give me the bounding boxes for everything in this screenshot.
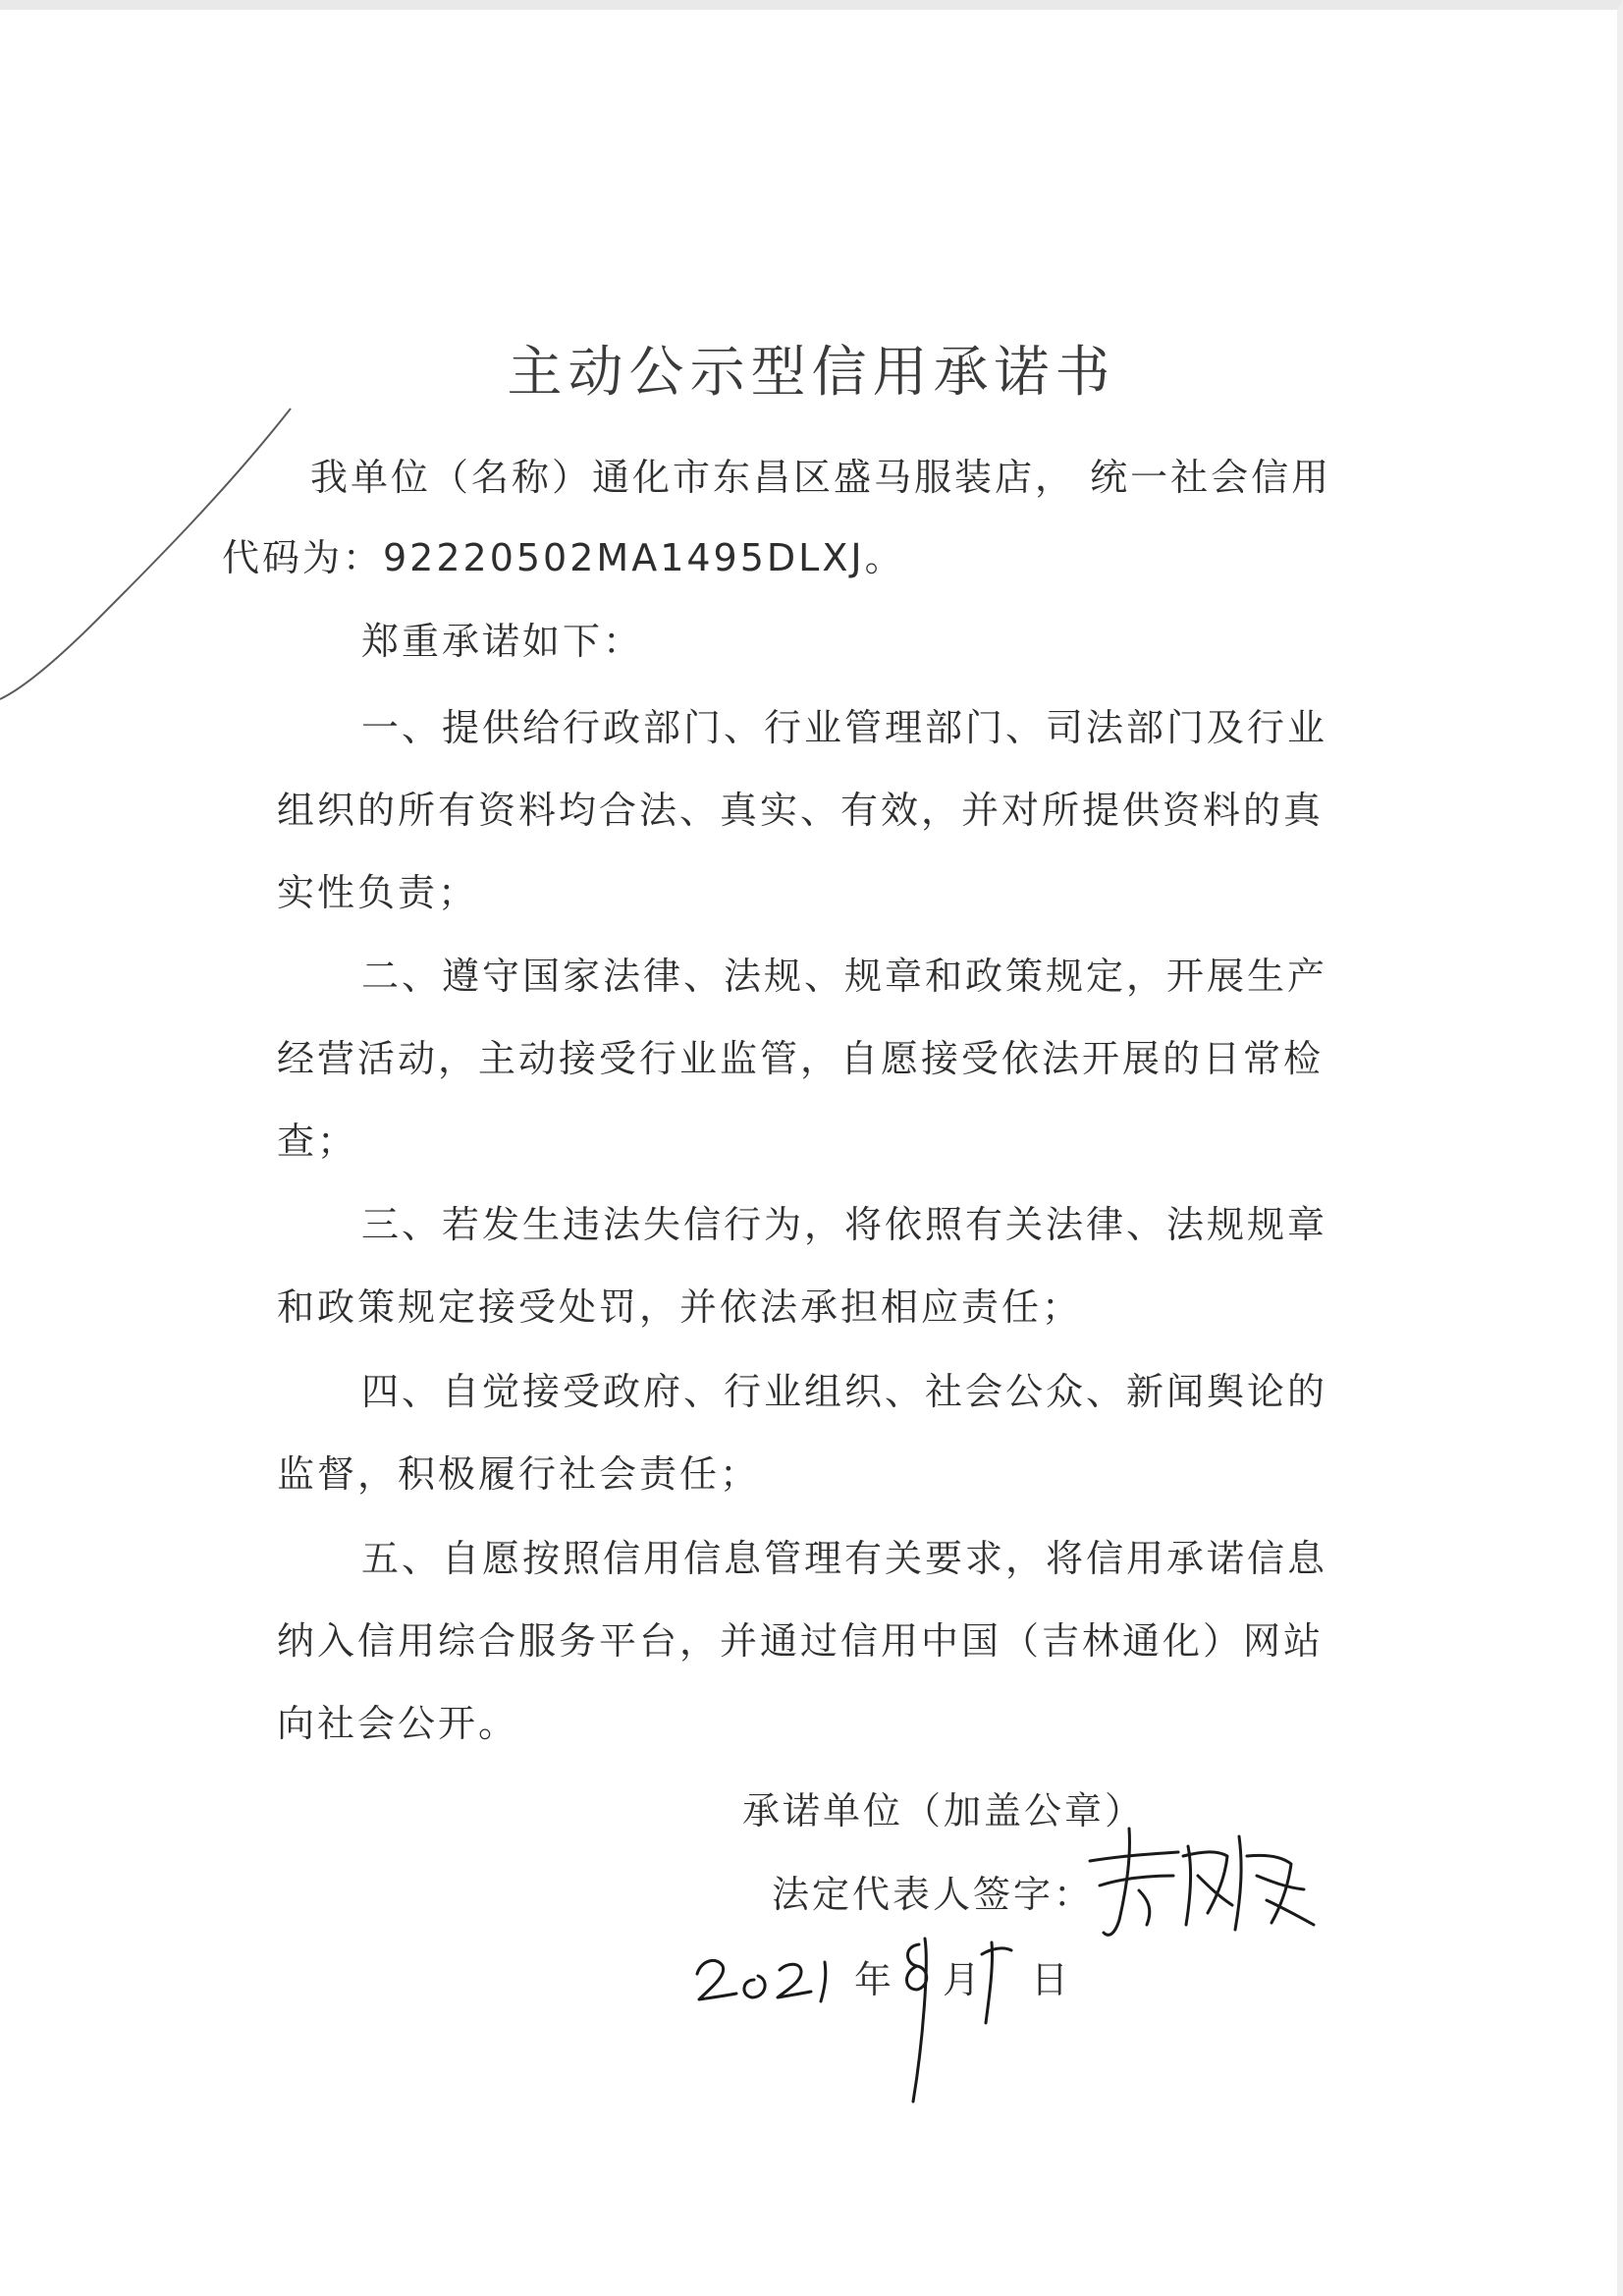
item-1-line-1: 一、提供给行政部门、行业管理部门、司法部门及行业 (361, 706, 1328, 749)
item-4-line-2: 监督，积极履行社会责任； (277, 1452, 761, 1496)
commit-unit-label: 承诺单位（加盖公章） (742, 1789, 1146, 1832)
handwritten-year (687, 1925, 854, 2013)
item-1-line-2: 组织的所有资料均合法、真实、有效，并对所提供资料的真 (277, 789, 1325, 832)
item-2-line-1: 二、遵守国家法律、法规、规章和政策规定，开展生产 (361, 955, 1328, 998)
lead-text: 郑重承诺如下： (361, 620, 644, 663)
item-5-line-1: 五、自愿按照信用信息管理有关要求，将信用承诺信息 (361, 1537, 1328, 1580)
intro-line-2: 代码为：92220502MA1495DLXJ。 (222, 536, 905, 579)
year-label: 年 (854, 1958, 895, 2001)
item-5-line-3: 向社会公开。 (277, 1702, 519, 1745)
item-2-line-2: 经营活动，主动接受行业监管，自愿接受依法开展的日常检 (277, 1037, 1325, 1080)
item-3-line-1: 三、若发生违法失信行为，将依照有关法律、法规规章 (361, 1203, 1328, 1246)
item-4-line-1: 四、自觉接受政府、行业组织、社会公众、新闻舆论的 (361, 1370, 1328, 1413)
month-label: 月 (943, 1958, 984, 2001)
item-2-line-3: 查； (277, 1120, 358, 1163)
item-5-line-2: 纳入信用综合服务平台，并通过信用中国（吉林通化）网站 (277, 1619, 1325, 1663)
intro-line-1: 我单位（名称）通化市东昌区盛马服装店， 统一社会信用 (310, 456, 1332, 499)
item-1-line-3: 实性负责； (277, 871, 479, 914)
handwritten-signature (1070, 1817, 1335, 1954)
legal-rep-label: 法定代表人签字： (772, 1873, 1095, 1916)
document-title: 主动公示型信用承诺书 (507, 341, 1116, 405)
item-3-line-2: 和政策规定接受处罚，并依法承担相应责任； (277, 1285, 1083, 1329)
day-label: 日 (1031, 1958, 1072, 2001)
